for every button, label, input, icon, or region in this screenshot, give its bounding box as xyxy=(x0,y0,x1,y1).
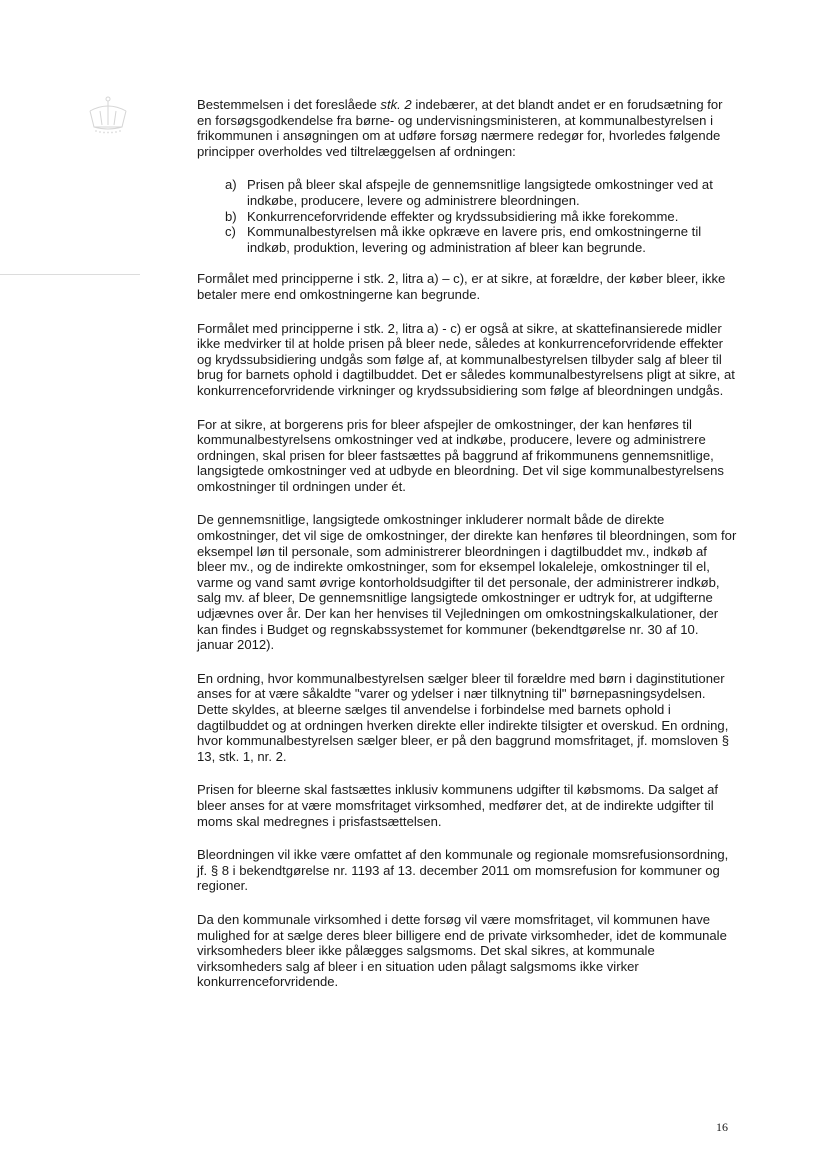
list-item: c) Kommunalbestyrelsen må ikke opkræve en lavere pris, end omkostningerne til indkøb, produktion, levering og administration af bleer kan begrunde. xyxy=(225,224,702,255)
page-number: 16 xyxy=(716,1120,728,1134)
body-paragraph: Prisen for bleerne skal fastsættes inklusiv kommunens udgifter til købsmoms. Da salget af bleer anses for at være momsfritaget virksomhed, medfører det, at de indirekte udgifter til moms skal medregnes i prisfastsættelsen. xyxy=(197,782,719,829)
list-item: a) Prisen på bleer skal afspejle de gennemsnitlige langsigtede omkostninger ved at indkøbe, producere, levere og administrere bleordningen. xyxy=(225,177,713,208)
intro-paragraph: Bestemmelsen i det foreslåede stk. 2 indebærer, at det blandt andet er en forudsætning for en forsøgsgodkendelse fra børne- og undervisningsministeren, at kommunalbestyrelsen i frikommunen i ansøgningen om at udføre forsøg nærmere redegør for, hvorledes følgende principper overholdes ved tiltrelæggelsen af ordningen: xyxy=(197,97,723,159)
body-paragraph: Formålet med principperne i stk. 2, litra a) – c), er at sikre, at forældre, der køber bleer, ikke betaler mere end omkostningerne kan begrunde. xyxy=(197,271,726,302)
emphasis-stk2: stk. 2 xyxy=(380,97,412,112)
body-paragraph: Da den kommunale virksomhed i dette forsøg vil være momsfritaget, vil kommunen have mulighed for at sælge deres bleer billigere end de private virksomheder, idet de kommunale virksomheders bleer ikke pålægges salgsmoms. Det skal sikres, at kommunale virksomheders salg af bleer i en situation uden pålagt salgsmoms ikke virker konkurrenceforvridende. xyxy=(197,911,727,990)
body-paragraph: De gennemsnitlige, langsigtede omkostninger inkluderer normalt både de direkte omkostninger, det vil sige de omkostninger, der direkte kan henføres til bleordningen, som for eksempel løn til personale, som administrerer bleordningen i dagtilbuddet mv., indkøb af bleer mv., og de indirekte omkostninger, som for eksempel lokaleleje, omkostninger til el, varme og vand samt øvrige kontorholdsudgifter til det personale, der administrerer indkøb, salg mv. af bleer, De gennemsnitlige langsigtede omkostninger er udtryk for, at udgifterne udjævnes over år. Der kan her henvises til Vejledningen om omkostningskalkulationer, der kan findes i Budget og regnskabssystemet for kommuner (bekendtgørelse nr. 30 af 10. januar 2012). xyxy=(197,512,737,653)
body-paragraph: En ordning, hvor kommunalbestyrelsen sælger bleer til forældre med børn i daginstitutioner anses for at være såkaldte "varer og ydelser i nær tilknytning til" børnepasningsydelsen. Dette skyldes, at bleerne sælges til anvendelse i forbindelse med barnets ophold i dagtilbuddet og at ordningen hverken direkte eller indirekte tilsigter et overskud. En ordning, hvor kommunalbestyrelsen sælger bleer, er på den baggrund momsfritaget, jf. momsloven § 13, stk. 1, nr. 2. xyxy=(197,670,730,764)
principles-list xyxy=(197,177,737,255)
crown-logo-icon xyxy=(84,95,132,137)
document-body xyxy=(197,97,737,1008)
body-paragraph: Bleordningen vil ikke være omfattet af den kommunale og regionale momsrefusionsordning, jf. § 8 i bekendtgørelse nr. 1193 af 13. december 2011 om momsrefusion for kommuner og regioner. xyxy=(197,847,729,894)
body-paragraph: Formålet med principperne i stk. 2, litra a) - c) er også at sikre, at skattefinansierede midler ikke medvirker til at holde prisen på bleer nede, således at konkurrenceforvridende effekter og krydssubsidiering undgås som følge af, at kommunalbestyrelsen tilbyder salg af bleer til brug for barnets ophold i dagtilbuddet. Det er således kommunalbestyrelsens pligt at sikre, at konkurrenceforvridende virkninger og krydssubsidiering som følge af bleordningen undgås. xyxy=(197,320,735,398)
body-paragraph: For at sikre, at borgerens pris for bleer afspejler de omkostninger, der kan henføres til kommunalbestyrelsens omkostninger ved at indkøbe, producere, levere og administrere ordningen, skal prisen for bleer fastsættes på baggrund af frikommunens gennemsnitlige, langsigtede omkostninger ved at udbyde en bleordning. Det vil sige kommunalbestyrelsens omkostninger til ordningen under ét. xyxy=(197,416,724,494)
scan-artifact-line xyxy=(0,274,140,275)
list-item: b) Konkurrenceforvridende effekter og krydssubsidiering må ikke forekomme. xyxy=(225,208,679,224)
